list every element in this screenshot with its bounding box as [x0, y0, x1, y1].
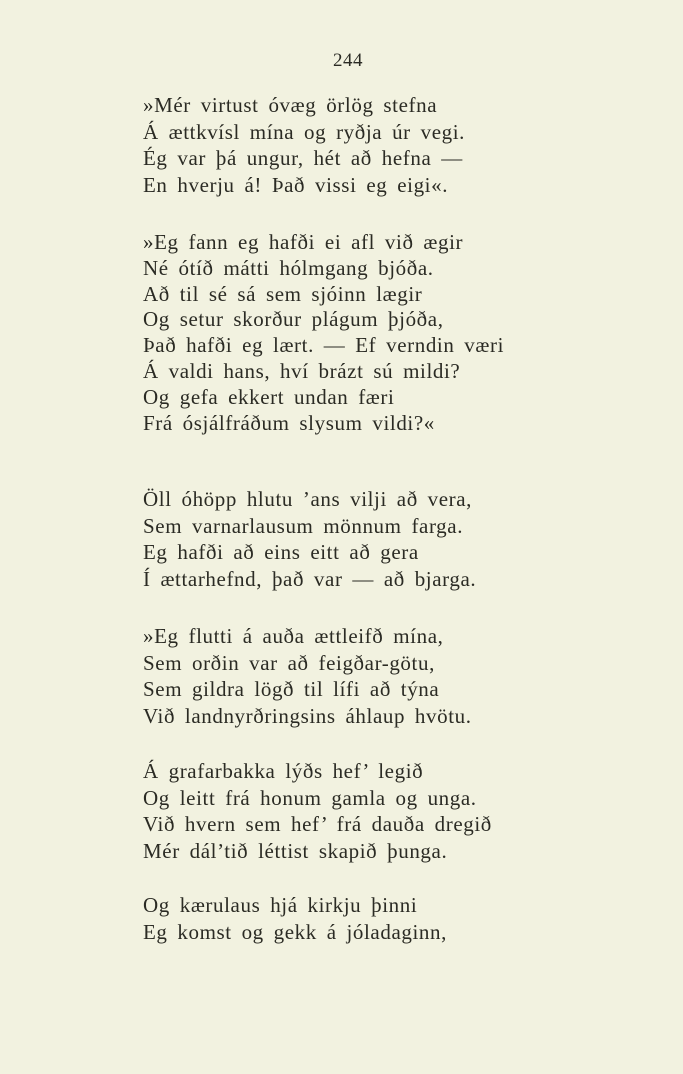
verse-line: Á grafarbakka lýðs hef’ legið: [143, 759, 424, 783]
stanza-1: [143, 92, 663, 198]
verse-line: Mér dál’tið léttist skapið þunga.: [143, 838, 448, 863]
verse-line: Að til sé sá sem sjóinn lægir: [143, 281, 423, 306]
verse-line: Sem gildra lögð til lífi að týna: [143, 677, 440, 702]
verse-line: Í ættarhefnd, það var — að bjarga.: [143, 566, 477, 591]
stanza-2: [143, 230, 663, 436]
verse-line: Sem varnarlausum mönnum farga.: [143, 513, 464, 538]
verse-line: Og gefa ekkert undan færi: [143, 384, 395, 409]
verse-line: Við hvern sem hef’ frá dauða dregið: [143, 812, 492, 837]
verse-line: Á valdi hans, hví brázt sú mildi?: [143, 358, 461, 383]
verse-line: Frá ósjálfráðum slysum vildi?«: [143, 410, 435, 435]
stanza-4: [143, 623, 663, 729]
verse-line: Á ættkvísl mína og ryðja úr vegi.: [143, 119, 466, 144]
verse-line: Öll óhöpp hlutu ’ans vilji að vera,: [143, 487, 473, 511]
verse-line: Né ótíð mátti hólmgang bjóða.: [143, 255, 434, 280]
stanza-3: [143, 486, 663, 592]
verse-line: Við landnyrðringsins áhlaup hvötu.: [143, 703, 472, 728]
stanza-5: [143, 758, 663, 864]
verse-line: Sem orðin var að feigðar-götu,: [143, 650, 435, 675]
verse-line: »Eg flutti á auða ættleifð mína,: [143, 624, 444, 648]
verse-line: Og setur skorður plágum þjóða,: [143, 307, 444, 332]
verse-line: »Mér virtust óvæg örlög stefna: [143, 93, 438, 117]
verse-line: Ég var þá ungur, hét að hefna —: [143, 146, 463, 171]
verse-line: En hverju á! Það vissi eg eigi«.: [143, 172, 449, 197]
verse-line: Það hafði eg lært. — Ef verndin væri: [143, 333, 505, 358]
verse-line: Og kærulaus hjá kirkju þinni: [143, 893, 418, 917]
verse-line: Og leitt frá honum gamla og unga.: [143, 785, 477, 810]
page-number: 244: [333, 50, 363, 71]
verse-line: Eg hafði að eins eitt að gera: [143, 540, 419, 565]
verse-line: »Eg fann eg hafði ei afl við ægir: [143, 230, 464, 254]
stanza-6: [143, 892, 663, 945]
verse-line: Eg komst og gekk á jóladaginn,: [143, 919, 447, 944]
